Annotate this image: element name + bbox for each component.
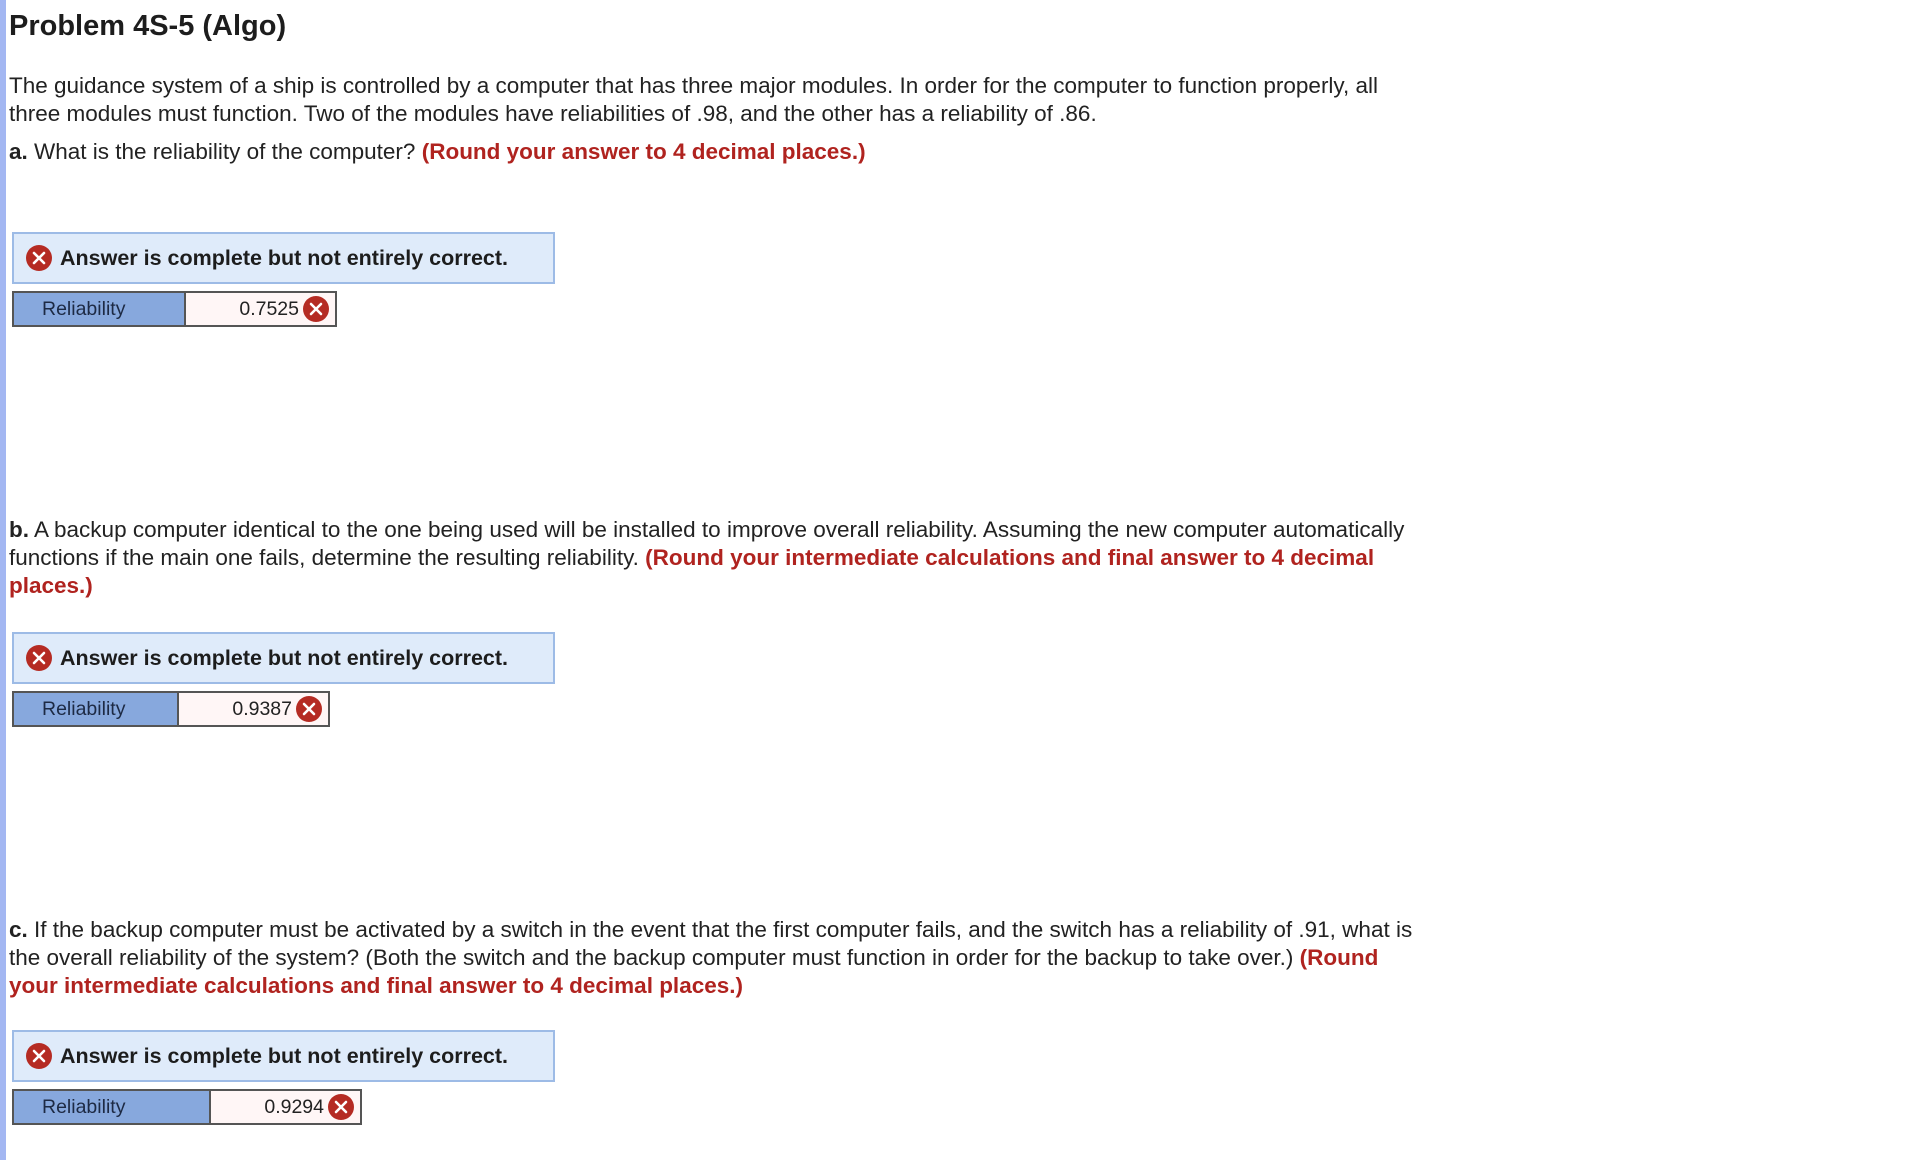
incorrect-x-icon [26,645,52,671]
part-b-answer-label: Reliability [14,693,179,725]
part-a-lead: a. [9,139,28,164]
part-b-question [9,516,1429,600]
incorrect-x-icon [26,245,52,271]
part-a-text: What is the reliability of the computer? [27,139,422,164]
part-a-feedback-text: Answer is complete but not entirely correct. [60,245,509,270]
incorrect-x-icon [328,1094,354,1120]
part-a-feedback-banner [12,232,555,284]
part-c-question [9,916,1429,1000]
part-b-answer-field[interactable] [179,693,328,725]
part-b-answer-value: 0.9387 [232,697,292,720]
part-c-answer-row [12,1089,362,1125]
incorrect-x-icon [296,696,322,722]
left-accent-bar [0,0,6,1160]
part-a-answer-row [12,291,337,327]
incorrect-x-icon [26,1043,52,1069]
problem-title: Problem 4S-5 (Algo) [9,10,287,42]
part-c-feedback-text: Answer is complete but not entirely correct. [60,1043,509,1068]
part-b-hint: (Round your intermediate calculations and final answer to 4 decimal places.) [9,545,1375,598]
part-c-answer-field[interactable] [211,1091,360,1123]
part-b-lead: b. [9,517,29,542]
part-a-answer-field[interactable] [186,293,335,325]
part-c-lead: c. [9,917,28,942]
part-c-answer-value: 0.9294 [264,1095,324,1118]
part-b-answer-row [12,691,330,727]
part-a-hint: (Round your answer to 4 decimal places.) [421,139,866,164]
part-c-answer-label: Reliability [14,1091,211,1123]
incorrect-x-icon [303,296,329,322]
part-b-feedback-text: Answer is complete but not entirely correct. [60,645,509,670]
part-c-hint: (Round your intermediate calculations and final answer to 4 decimal places.) [9,945,1379,998]
part-a-answer-value: 0.7525 [239,297,299,320]
problem-intro: The guidance system of a ship is controlled by a computer that has three major modules. In order for the computer to function properly, all three modules must function. Two of the modules have reliabilities of .98, and the other has a reliability of .86. [9,73,1379,126]
part-a-question [9,138,1429,166]
part-b-feedback-banner [12,632,555,684]
part-c-feedback-banner [12,1030,555,1082]
part-a-answer-label: Reliability [14,293,186,325]
part-c-text: If the backup computer must be activated by a switch in the event that the first computer fails, and the switch has a reliability of .91, what is the overall reliability of the system? (Both the switch and the backup computer must function in order for the backup to take over.) [9,917,1413,970]
part-b-text: A backup computer identical to the one being used will be installed to improve overall reliability. Assuming the new computer automatically functions if the main one fails, determine the resulting reliability. [9,517,1405,570]
